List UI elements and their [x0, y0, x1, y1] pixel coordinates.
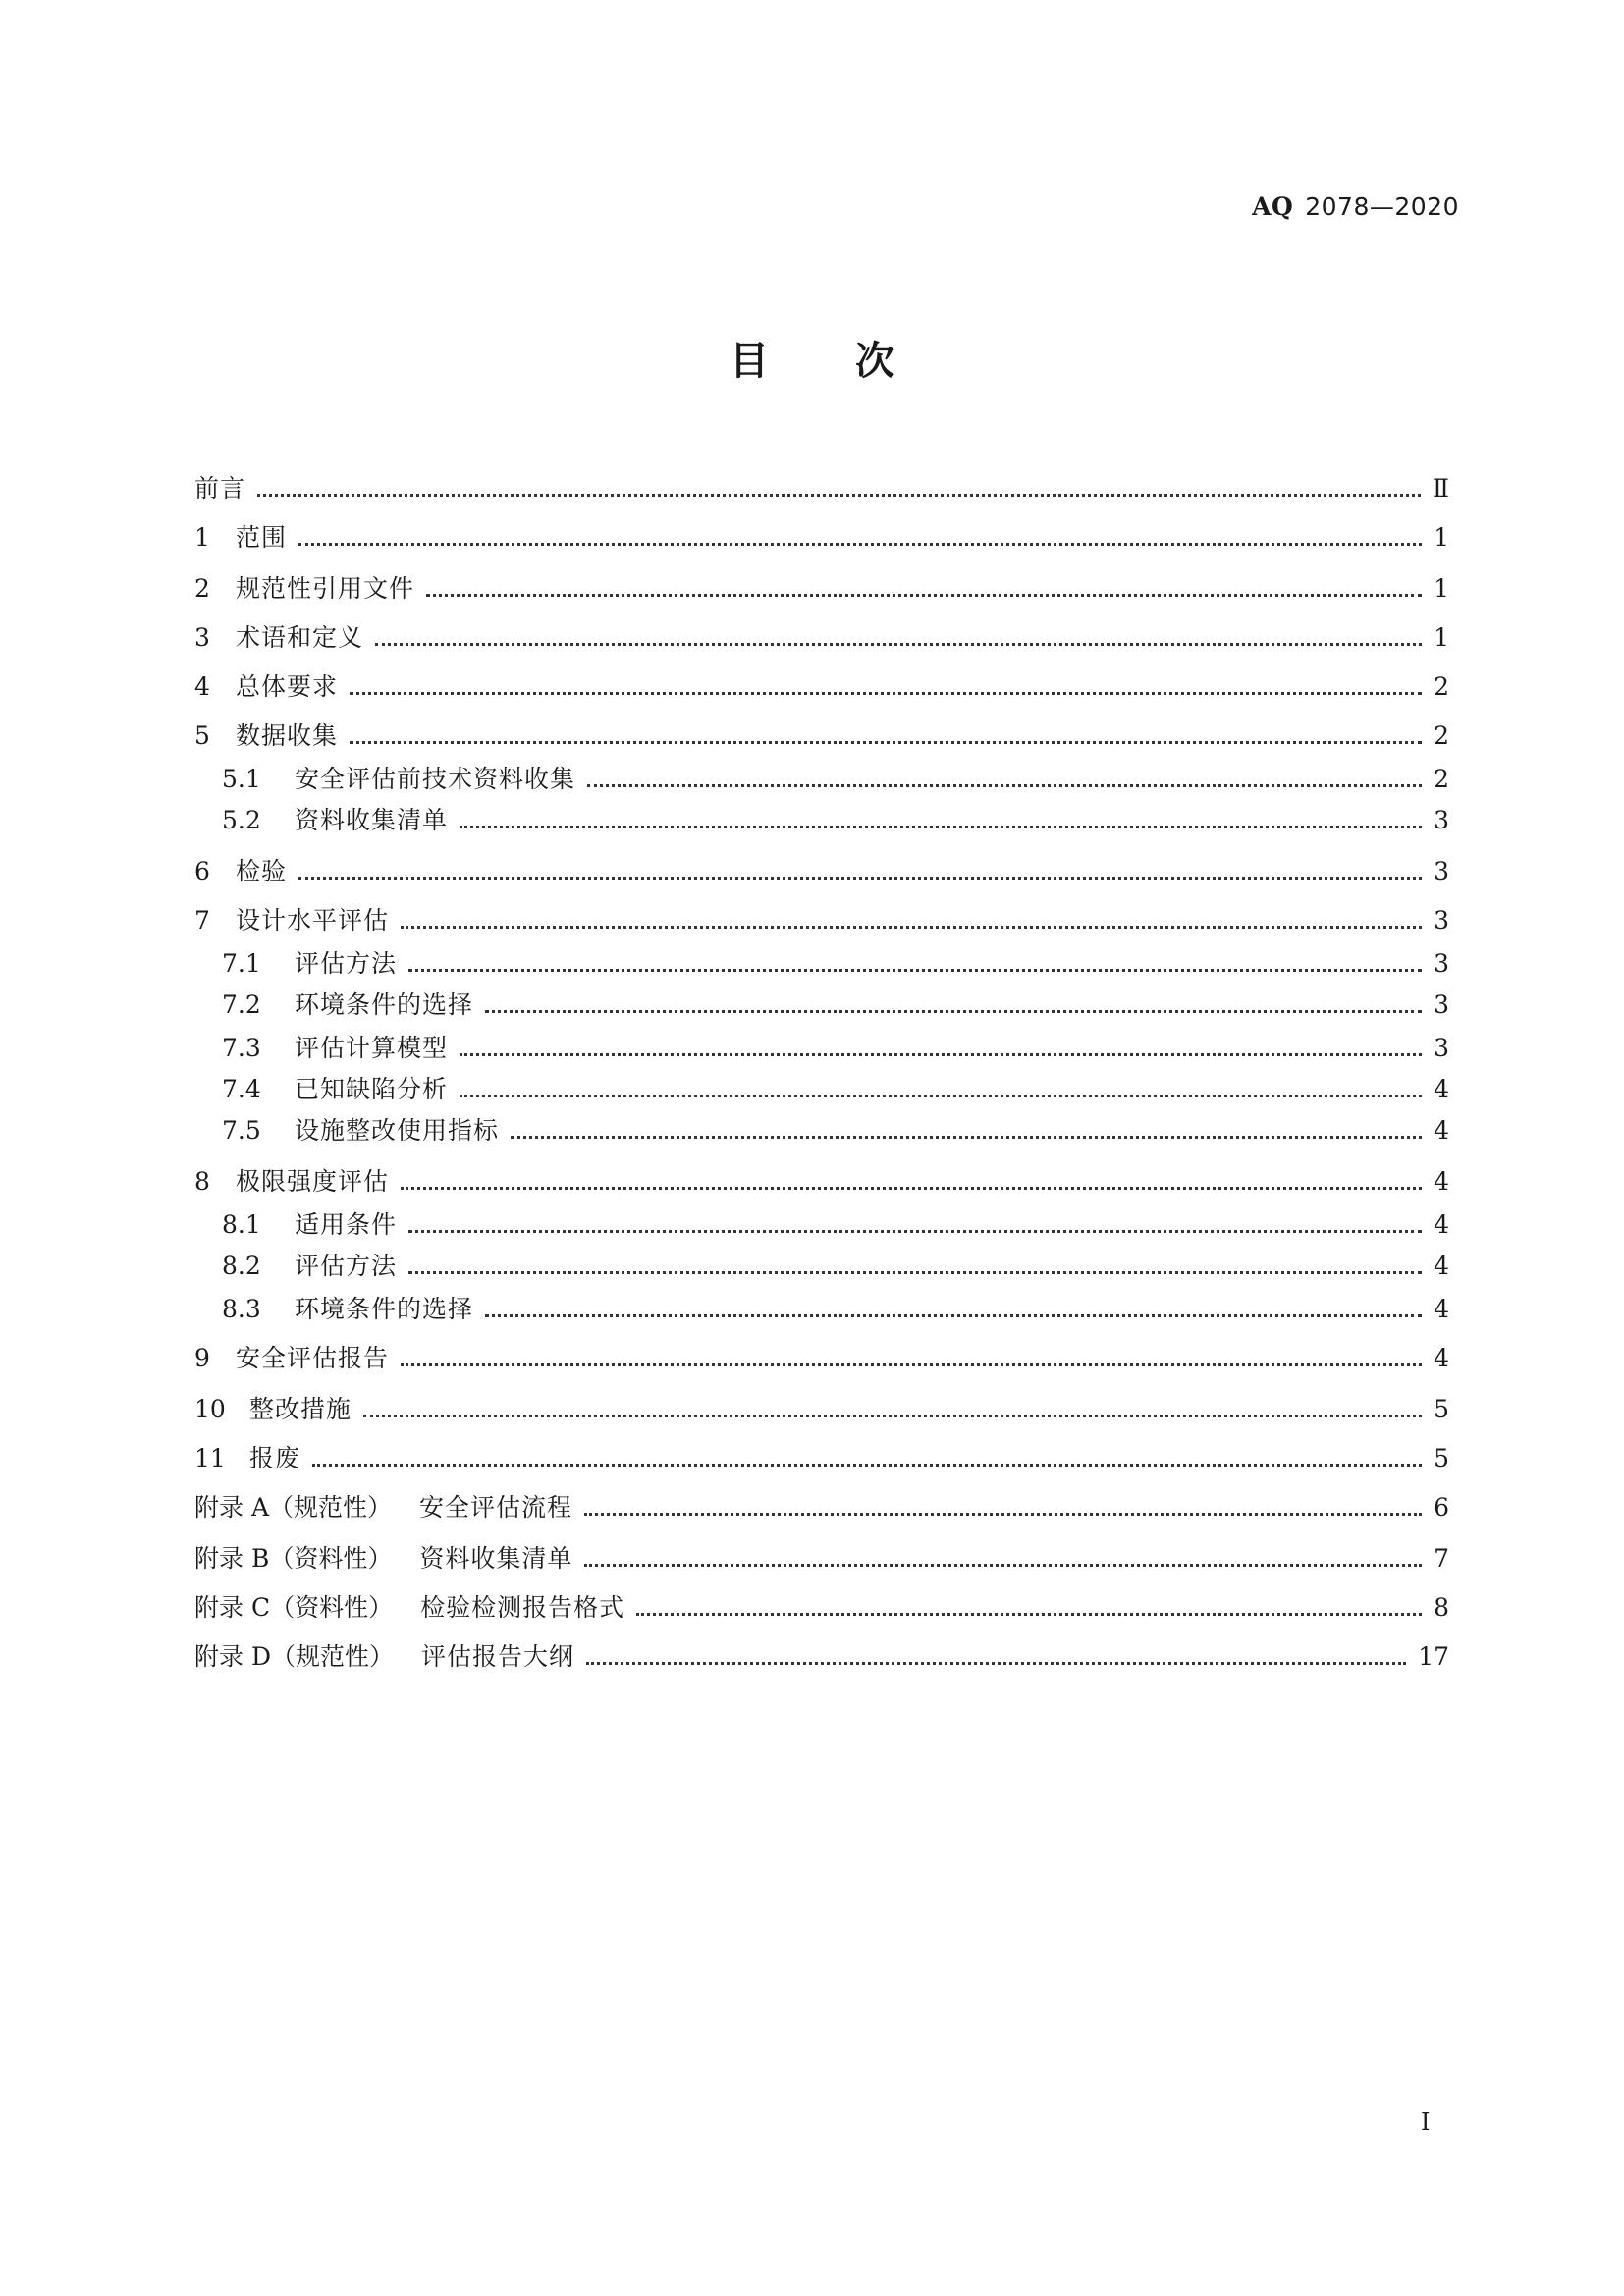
toc-leader-dots [298, 877, 1422, 880]
toc-entry-page: 1 [1434, 523, 1449, 552]
toc-leader-dots [401, 1187, 1422, 1190]
toc-entry-page: 5 [1434, 1444, 1449, 1472]
toc-leader-dots [363, 1415, 1422, 1417]
toc-entry-label [194, 1588, 624, 1628]
toc-entry-number: 8 [194, 1167, 210, 1196]
toc-entry-label [222, 1029, 448, 1068]
toc-entry[interactable] [194, 1390, 1449, 1429]
toc-leader-dots [401, 1363, 1422, 1366]
toc-entry-label [194, 518, 287, 558]
toc-entry-text: 术语和定义 [236, 623, 364, 652]
toc-entry-label [194, 1162, 389, 1201]
toc-entry[interactable] [222, 944, 1449, 984]
page-title: 目次 [730, 339, 981, 384]
toc-entry-number: 7.5 [222, 1116, 261, 1145]
toc-entry[interactable] [194, 1588, 1449, 1628]
toc-leader-dots [408, 1271, 1422, 1274]
toc-entry-number: 附录 D（规范性） [194, 1642, 394, 1671]
toc-entry-text: 安全评估前技术资料收集 [295, 765, 576, 793]
toc-entry-number: 9 [194, 1344, 210, 1372]
toc-entry-label [194, 667, 338, 707]
toc-leader-dots [401, 926, 1422, 929]
toc-entry-page: 17 [1418, 1642, 1449, 1671]
toc-entry-page: 3 [1434, 906, 1449, 934]
toc-entry[interactable] [222, 1247, 1449, 1286]
toc-entry-text: 规范性引用文件 [236, 574, 415, 603]
toc-leader-dots [485, 1010, 1422, 1013]
toc-entry-number: 7 [194, 906, 210, 934]
toc-entry-text: 安全评估流程 [419, 1493, 573, 1522]
toc-entry-number: 附录 C（资料性） [194, 1593, 394, 1622]
toc-entry-label [194, 469, 245, 508]
toc-entry[interactable] [222, 760, 1449, 799]
toc-entry-label [222, 760, 575, 799]
toc-entry-text: 范围 [236, 523, 288, 552]
toc-entry-number: 附录 B（资料性） [194, 1544, 393, 1573]
toc-entry-text: 设施整改使用指标 [295, 1116, 500, 1145]
toc-entry-text: 总体要求 [236, 672, 339, 701]
toc-entry-number: 8.1 [222, 1210, 261, 1239]
toc-entry[interactable] [222, 1070, 1449, 1109]
toc-entry-page: 5 [1434, 1395, 1449, 1423]
toc-entry-page: 4 [1434, 1210, 1449, 1239]
toc-entry[interactable] [194, 1439, 1449, 1478]
toc-entry-text: 检验检测报告格式 [420, 1593, 625, 1622]
toc-entry-page: 3 [1434, 857, 1449, 885]
footer-page-number: I [1421, 2109, 1431, 2136]
toc-entry-number: 4 [194, 672, 210, 701]
toc-entry-page: 3 [1434, 949, 1449, 978]
toc-leader-dots [375, 643, 1422, 646]
toc-leader-dots [584, 1513, 1422, 1516]
toc-entry-text: 数据收集 [236, 721, 339, 750]
toc-leader-dots [584, 1564, 1422, 1567]
toc-entry-page: 2 [1434, 721, 1449, 750]
toc-entry-label [194, 901, 389, 940]
toc-entry-text: 已知缺陷分析 [295, 1075, 449, 1103]
toc-entry[interactable] [194, 1539, 1449, 1578]
toc-entry[interactable] [222, 801, 1449, 840]
toc-entry-label [222, 944, 397, 984]
toc-entry-number: 1 [194, 523, 210, 552]
toc-entry-number: 7.3 [222, 1034, 261, 1062]
toc-entry-text: 资料收集清单 [295, 806, 449, 834]
toc-entry-label [194, 618, 363, 658]
toc-leader-dots [485, 1314, 1422, 1317]
toc-entry-label [194, 1339, 389, 1378]
toc-leader-dots [587, 784, 1422, 787]
toc-entry-label [194, 1439, 300, 1478]
toc-entry[interactable] [194, 1162, 1449, 1201]
toc-entry-page: 1 [1434, 574, 1449, 603]
toc-entry-text: 适用条件 [295, 1210, 398, 1239]
toc-leader-dots [350, 741, 1422, 744]
toc-entry-text: 极限强度评估 [236, 1167, 390, 1196]
toc-entry[interactable] [194, 667, 1449, 707]
toc-entry-page: 6 [1434, 1493, 1449, 1522]
toc-entry-label [194, 1488, 572, 1527]
toc-entry-number: 10 [194, 1395, 226, 1423]
toc-entry-page: 1 [1434, 623, 1449, 652]
toc-leader-dots [511, 1136, 1422, 1139]
toc-entry-number: 3 [194, 623, 210, 652]
standard-number: 2078—2020 [1305, 192, 1459, 221]
toc-entry-text: 资料收集清单 [419, 1544, 573, 1573]
standard-prefix: AQ [1252, 192, 1294, 221]
toc-entry-label [194, 717, 338, 756]
toc-entry[interactable] [222, 1029, 1449, 1068]
toc-entry-text: 评估方法 [295, 1252, 398, 1280]
toc-leader-dots [350, 692, 1422, 695]
toc-entry[interactable] [194, 852, 1449, 891]
toc-entry-text: 评估计算模型 [295, 1034, 449, 1062]
toc-leader-dots [298, 543, 1422, 546]
toc-entry-number: 8.3 [222, 1295, 261, 1323]
toc-entry-label [194, 569, 414, 609]
toc-entry[interactable] [194, 717, 1449, 756]
toc-leader-dots [636, 1613, 1422, 1616]
toc-entry[interactable] [222, 1111, 1449, 1150]
toc-entry-label [222, 1290, 473, 1329]
toc-leader-dots [586, 1662, 1406, 1665]
toc-entry-page: Ⅱ [1433, 474, 1449, 503]
toc-leader-dots [408, 1230, 1422, 1233]
toc-entry-page: 8 [1434, 1593, 1449, 1622]
toc-entry-label [194, 852, 287, 891]
toc-leader-dots [460, 1053, 1422, 1056]
toc-entry-page: 4 [1434, 1167, 1449, 1196]
toc-entry-text: 报废 [249, 1444, 301, 1472]
toc-leader-dots [460, 1095, 1422, 1097]
toc-entry-label [222, 986, 473, 1025]
toc-entry[interactable] [194, 618, 1449, 658]
toc-entry-text: 设计水平评估 [236, 906, 390, 934]
toc-entry-page: 3 [1434, 990, 1449, 1019]
toc-entry-page: 4 [1434, 1295, 1449, 1323]
toc-entry[interactable] [194, 518, 1449, 558]
toc-entry[interactable] [222, 1290, 1449, 1329]
toc-entry-label [222, 1070, 448, 1109]
toc-entry-text: 前言 [194, 474, 246, 503]
toc-entry-page: 4 [1434, 1075, 1449, 1103]
toc-entry-label [222, 1205, 397, 1245]
toc-entry-text: 环境条件的选择 [295, 1295, 474, 1323]
toc-entry[interactable] [222, 1205, 1449, 1245]
toc-entry-page: 2 [1434, 672, 1449, 701]
toc-entry-text: 环境条件的选择 [295, 990, 474, 1019]
toc-entry-page: 4 [1434, 1252, 1449, 1280]
toc-leader-dots [257, 494, 1421, 497]
toc-entry-label [222, 1111, 499, 1150]
toc-entry-number: 7.1 [222, 949, 261, 978]
standard-code [1252, 192, 1459, 221]
toc-entry-number: 7.4 [222, 1075, 261, 1103]
toc-entry-text: 检验 [236, 857, 288, 885]
toc-entry-label [194, 1390, 352, 1429]
toc-leader-dots [426, 594, 1422, 597]
toc-entry[interactable] [194, 1637, 1449, 1677]
toc-leader-dots [408, 969, 1422, 972]
toc-entry-number: 5.1 [222, 765, 261, 793]
toc-entry[interactable] [222, 986, 1449, 1025]
toc-entry-number: 6 [194, 857, 210, 885]
toc-entry-page: 4 [1434, 1344, 1449, 1372]
toc-entry-number: 附录 A（规范性） [194, 1493, 393, 1522]
toc-entry-page: 3 [1434, 806, 1449, 834]
toc-leader-dots [312, 1464, 1422, 1467]
toc-entry-text: 整改措施 [249, 1395, 352, 1423]
toc-entry-text: 评估报告大纲 [421, 1642, 575, 1671]
toc-entry[interactable] [194, 901, 1449, 940]
toc-entry-label [222, 801, 448, 840]
toc-entry[interactable] [194, 1339, 1449, 1378]
toc-entry-page: 7 [1434, 1544, 1449, 1573]
toc-entry-text: 评估方法 [295, 949, 398, 978]
toc-entry-number: 2 [194, 574, 210, 603]
toc-entry[interactable] [194, 1488, 1449, 1527]
toc-entry-number: 5.2 [222, 806, 261, 834]
toc-entry-page: 3 [1434, 1034, 1449, 1062]
toc-leader-dots [460, 826, 1422, 828]
toc-entry[interactable] [194, 569, 1449, 609]
toc-entry-number: 11 [194, 1444, 226, 1472]
toc-entry-number: 7.2 [222, 990, 261, 1019]
toc-entry-page: 2 [1434, 765, 1449, 793]
toc-entry-number: 8.2 [222, 1252, 261, 1280]
toc-entry-text: 安全评估报告 [236, 1344, 390, 1372]
toc-entry-label [194, 1637, 574, 1677]
toc-entry-number: 5 [194, 721, 210, 750]
toc-entry[interactable] [194, 469, 1449, 508]
toc-entry-label [222, 1247, 397, 1286]
toc-entry-page: 4 [1434, 1116, 1449, 1145]
toc-entry-label [194, 1539, 572, 1578]
